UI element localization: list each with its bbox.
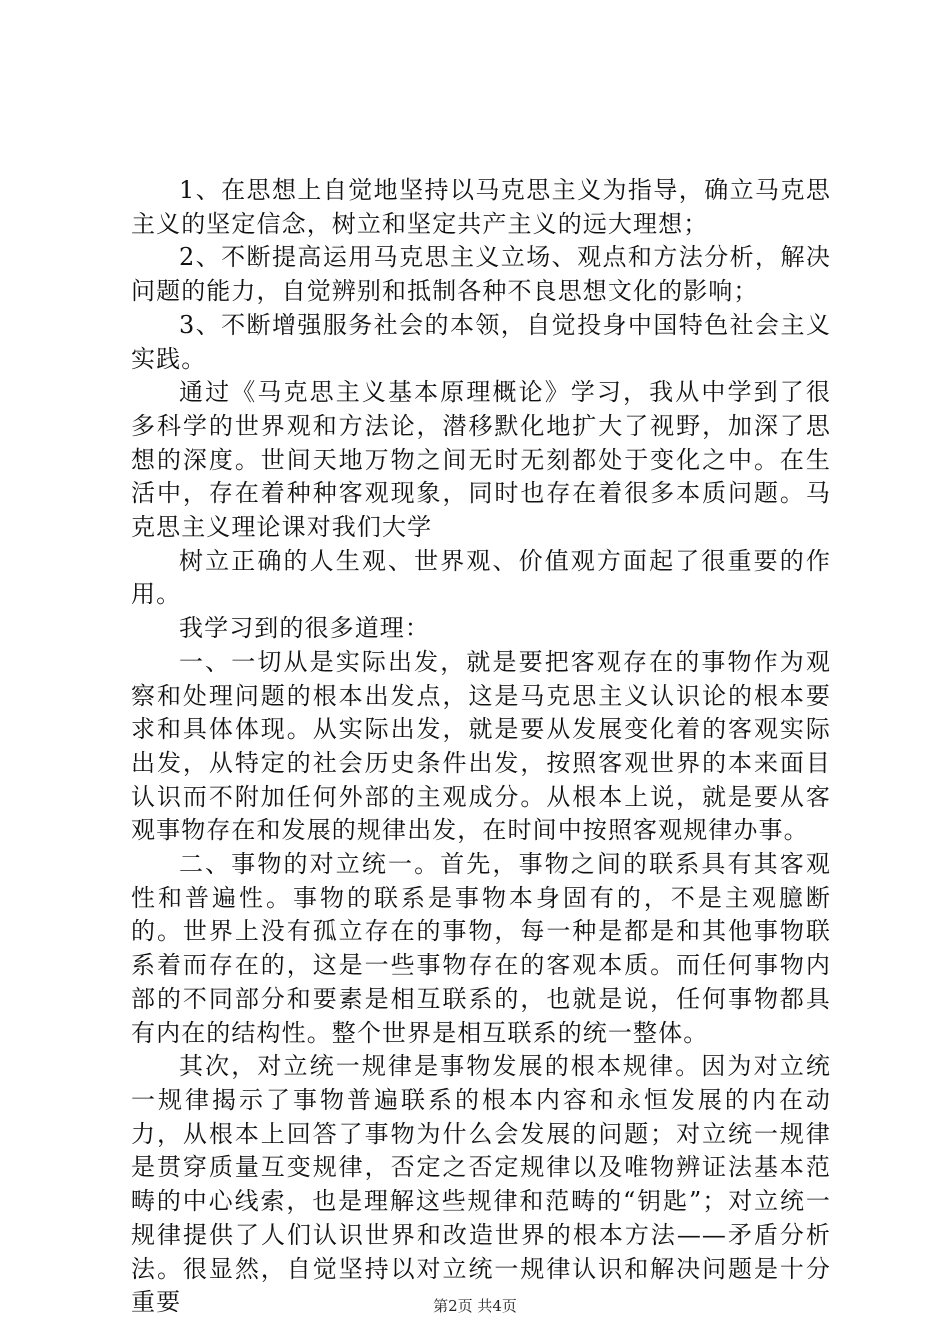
document-body [131,174,831,1320]
paragraph-3: 3、不断增强服务社会的本领，自觉投身中国特色社会主义实践。 [131,310,831,373]
paragraph-2: 2、不断提高运用马克思主义立场、观点和方法分析，解决问题的能力，自觉辨别和抵制各种不良思想文化的影响； [131,243,831,306]
page-footer: 第2页 共4页 [433,1297,517,1315]
paragraph-9: 其次，对立统一规律是事物发展的根本规律。因为对立统一规律揭示了事物普遍联系的根本内容和永恒发展的内在动力，从根本上回答了事物为什么会发展的问题；对立统一规律是贯穿质量互变规律，否定之否定规律以及唯物辨证法基本范畴的中心线索，也是理解这些规律和范畴的“钥匙”；对立统一规律提供了人们认识世界和改造世界的根本方法——矛盾分析法。很显然，自觉坚持以对立统一规律认识和解决问题是十分重要 [131,1052,831,1317]
paragraph-7: 一、一切从是实际出发，就是要把客观存在的事物作为观察和处理问题的根本出发点，这是马克思主义认识论的根本要求和具体体现。从实际出发，就是要从发展变化着的客观实际出发，从特定的社会历史条件出发，按照客观世界的本来面目认识而不附加任何外部的主观成分。从根本上说，就是要从客观事物存在和发展的规律出发，在时间中按照客观规律办事。 [131,647,831,845]
paragraph-5: 树立正确的人生观、世界观、价值观方面起了很重要的作用。 [131,546,831,609]
paragraph-6: 我学习到的很多道理： [179,614,430,643]
paragraph-4: 通过《马克思主义基本原理概论》学习，我从中学到了很多科学的世界观和方法论，潜移默化地扩大了视野，加深了思想的深度。世间天地万物之间无时无刻都处于变化之中。在生活中，存在着种种客观现象，同时也存在着很多本质问题。马克思主义理论课对我们大学 [131,378,831,542]
paragraph-1: 1、在思想上自觉地坚持以马克思主义为指导，确立马克思主义的坚定信念，树立和坚定共产主义的远大理想； [131,176,831,238]
paragraph-8: 二、事物的对立统一。首先，事物之间的联系具有其客观性和普遍性。事物的联系是事物本身固有的，不是主观臆断的。世界上没有孤立存在的事物，每一种是都是和其他事物联系着而存在的，这是一些事物存在的客观本质。而任何事物内部的不同部分和要素是相互联系的，也就是说，任何事物都具有内在的结构性。整个世界是相互联系的统一整体。 [131,850,831,1047]
